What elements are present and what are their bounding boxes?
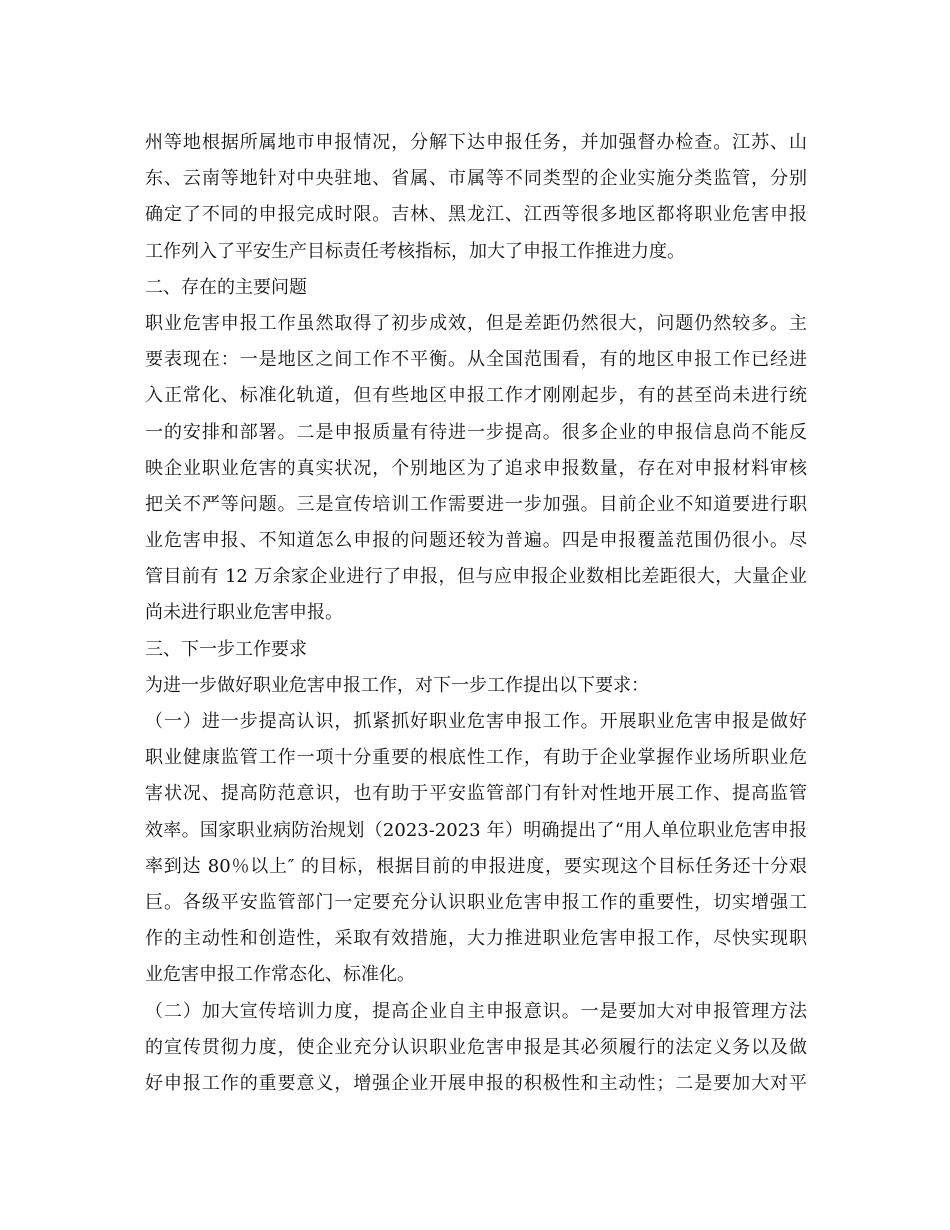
text-line: 工作列入了平安生产目标责任考核指标，加大了申报工作推进力度。 <box>145 240 685 262</box>
text-line: 效率。国家职业病防治规划（2023-2023 年）明确提出了“用人单位职业危害申报 <box>145 819 807 841</box>
text-line: （一）进一步提高认识，抓紧抓好职业危害申报工作。开展职业危害申报是做好 <box>145 711 807 732</box>
text-line: 东、云南等地针对中央驻地、省属、市属等不同类型的企业实施分类监管，分别 <box>145 168 807 190</box>
text-line: 巨。各级平安监管部门一定要充分认识职业危害申报工作的重要性，切实增强工 <box>145 891 807 913</box>
text-line: 的宣传贯彻力度，使企业充分认识职业危害申报是其必须履行的法定义务以及做 <box>145 1036 807 1058</box>
text-line: 为进一步做好职业危害申报工作，对下一步工作提出以下要求： <box>145 674 649 696</box>
text-line: 确定了不同的申报完成时限。吉林、黑龙江、江西等很多地区都将职业危害申报 <box>145 204 807 226</box>
text-line: 入正常化、标准化轨道，但有些地区申报工作才刚刚起步，有的甚至尚未进行统 <box>145 385 807 407</box>
text-line: （二）加大宣传培训力度，提高企业自主申报意识。一是要加大对申报管理方法 <box>145 1000 807 1022</box>
section-heading: 三、下一步工作要求 <box>145 638 307 660</box>
text-line: 尚未进行职业危害申报。 <box>145 602 343 624</box>
text-line: 映企业职业危害的真实状况，个别地区为了追求申报数量，存在对申报材料审核 <box>145 457 807 479</box>
text-line: 管目前有 12 万余家企业进行了申报，但与应申报企业数相比差距很大，大量企业 <box>145 566 807 588</box>
text-line: 害状况、提高防范意识，也有助于平安监管部门有针对性地开展工作、提高监管 <box>145 783 807 805</box>
text-line: 率到达 80％以上″ 的目标，根据目前的申报进度，要实现这个目标任务还十分艰 <box>145 855 807 877</box>
text-line: 业危害申报、不知道怎么申报的问题还较为普遍。四是申报覆盖范围仍很小。尽 <box>145 530 807 552</box>
text-line: 州等地根据所属地市申报情况，分解下达申报任务，并加强督办检查。江苏、山 <box>145 132 807 153</box>
text-line: 职业危害申报工作虽然取得了初步成效，但是差距仍然很大，问题仍然较多。主 <box>145 312 807 334</box>
text-line: 要表现在：一是地区之间工作不平衡。从全国范围看，有的地区申报工作已经进 <box>145 349 807 371</box>
text-line: 一的安排和部署。二是申报质量有待进一步提高。很多企业的申报信息尚不能反 <box>145 421 807 443</box>
text-line: 好申报工作的重要意义，增强企业开展申报的积极性和主动性；二是要加大对平 <box>145 1072 807 1094</box>
text-line: 业危害申报工作常态化、标准化。 <box>145 964 415 986</box>
text-line: 把关不严等问题。三是宣传培训工作需要进一步加强。目前企业不知道要进行职 <box>145 493 807 515</box>
text-line: 职业健康监管工作一项十分重要的根底性工作，有助于企业掌握作业场所职业危 <box>145 747 807 769</box>
text-line: 作的主动性和创造性，采取有效措施，大力推进职业危害申报工作，尽快实现职 <box>145 928 807 950</box>
document-body <box>145 125 807 1102</box>
section-heading: 二、存在的主要问题 <box>145 276 307 298</box>
